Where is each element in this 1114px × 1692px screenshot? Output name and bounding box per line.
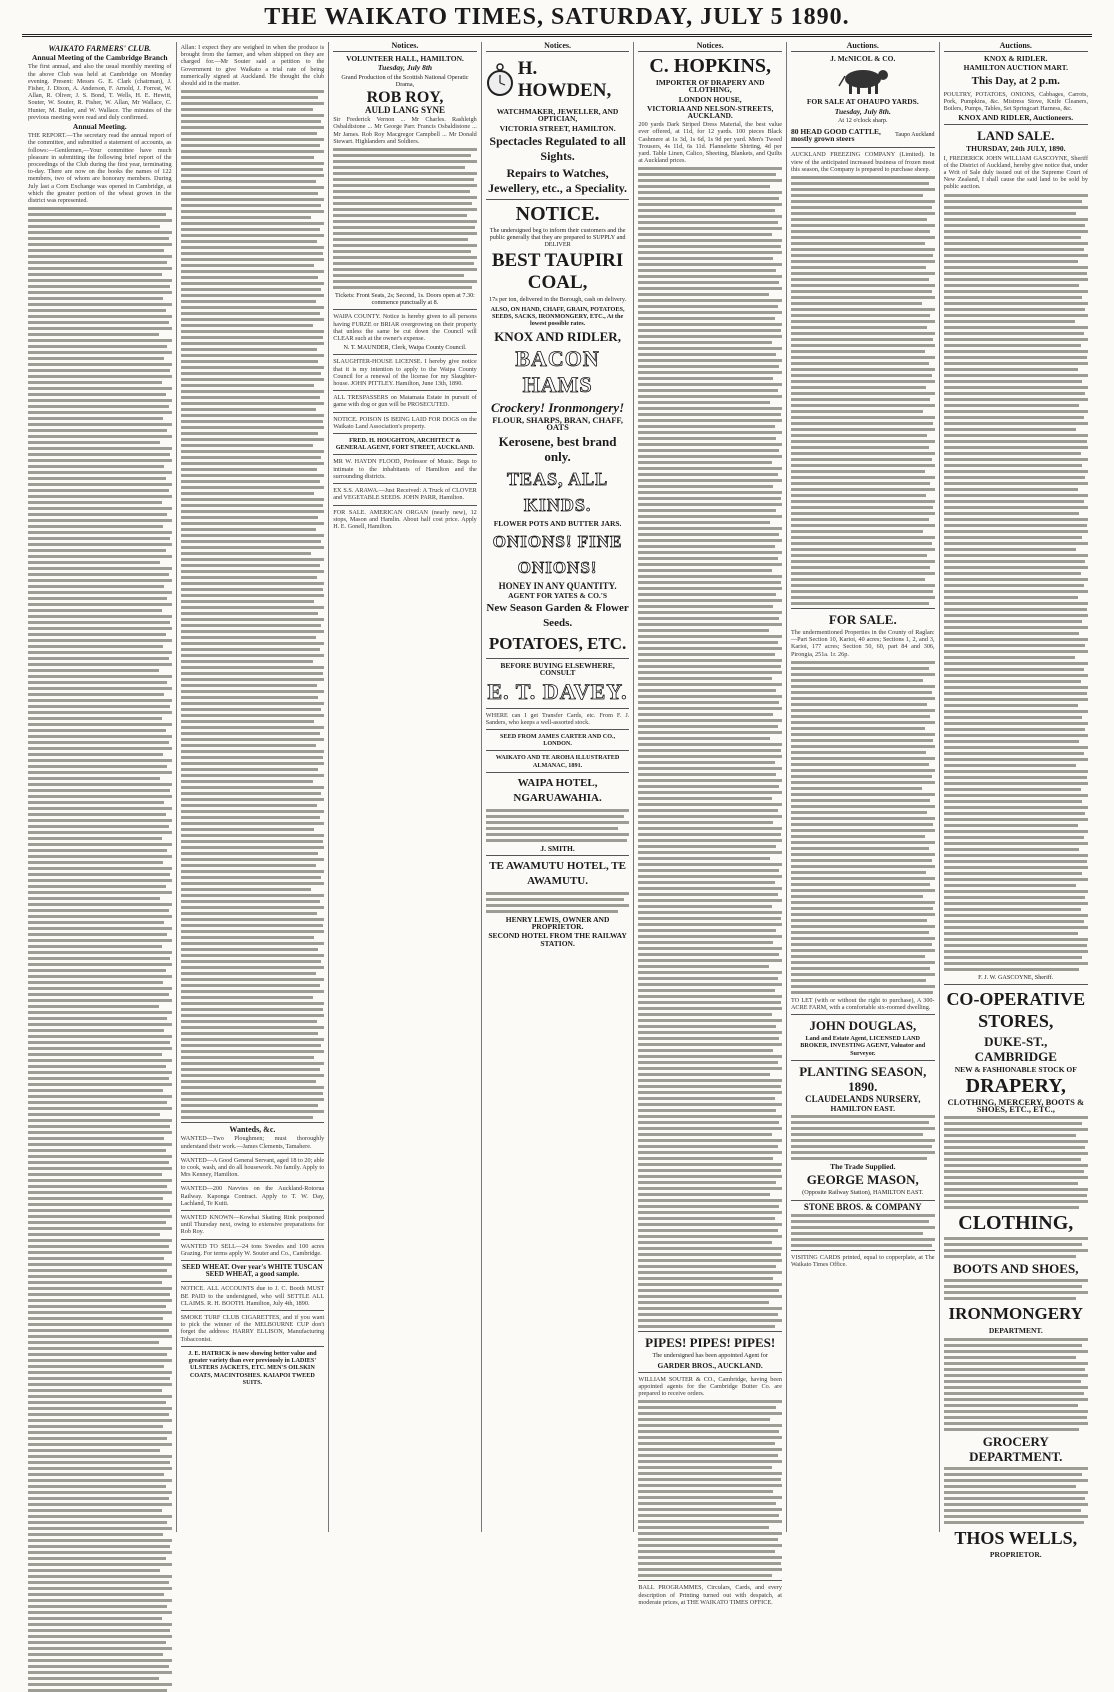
divider bbox=[181, 1122, 325, 1123]
club-discussion-text: Allan: I expect they are weighed in when the produce is brought from the farmer, and when shipped on they are charged for.—Mr Souter said a petition to the Government to give Waikato a trial rate of being numerically signed at Auckland. He thought the club should aid in the matter. bbox=[180, 44, 325, 88]
land-sale-body: I, FREDERICK JOHN WILLIAM GASCOYNE, Sheriff of the District of Auckland, hereby give notice that, under a Writ of Sale duly issued out of the Supreme Court of New Zealand, I shall cause the said land to be sold by public auction. bbox=[943, 154, 1088, 191]
farmers-club-body: The first annual, and also the usual monthly meeting of the above Club was held at Cambridge on Monday evening. Present: Messrs G. E. Clark (chairman), J. Fisher, J. Dixon, A. Anderson, F. Arnold, J. Forrest, W. Allan, R. Oliver, J. S. Bond, T. Wells, H. E. Hewitt, Souter, W. Souter, R. Fisher, W. Allan, Mr Wallace, C. Hunter, M. Butler, and W. Wallace. The minutes of the previous meeting were read and duly confirmed. bbox=[28, 63, 172, 121]
divider bbox=[333, 454, 477, 455]
divider bbox=[333, 505, 477, 506]
classified-ad: WANTED—A Good General Servant, aged 18 to 20; able to cook, wash, and do all housework. No family. Apply to Mrs Kenney, Hamilton. bbox=[180, 1156, 325, 1179]
divider bbox=[944, 124, 1088, 125]
auction-mart: HAMILTON AUCTION MART. bbox=[963, 63, 1068, 73]
farmers-club-section: WAIKATO FARMERS' CLUB. bbox=[48, 44, 152, 53]
sale-date: Tuesday, July 8th. bbox=[834, 106, 891, 116]
visiting-cards: VISITING CARDS printed, equal to copperplate, at The Waikato Times Office. bbox=[790, 1253, 935, 1269]
onions-line: ONIONS! FINE ONIONS! bbox=[492, 531, 623, 577]
ironmongery-heading: IRONMONGERY bbox=[948, 1304, 1084, 1324]
performance-date: Tuesday, July 8th bbox=[377, 63, 433, 73]
divider bbox=[181, 1281, 325, 1282]
flour-line: FLOUR, SHARPS, BRAN, CHAFF, OATS bbox=[492, 415, 623, 433]
drapery-heading: DRAPERY, bbox=[965, 1075, 1066, 1098]
repairs-line: Repairs to Watches, Jewellery, etc., a Speciality. bbox=[488, 165, 628, 195]
column-header: Auctions. bbox=[791, 42, 935, 52]
hotel-location: SECOND HOTEL FROM THE RAILWAY STATION. bbox=[488, 931, 627, 948]
classified-ad: SMOKE TURF CLUB CIGARETTES, and if you want to pick the winner of the MELBOURNE CUP don't forget the address: HARRY ELLISON, Manufacturing Tobacconist. bbox=[180, 1314, 325, 1343]
trade-supplied: The Trade Supplied. bbox=[830, 1162, 896, 1172]
cow-icon bbox=[833, 64, 893, 96]
divider bbox=[791, 1200, 935, 1201]
divider bbox=[333, 354, 477, 355]
before-buying: BEFORE BUYING ELSEWHERE, CONSULT bbox=[500, 661, 615, 678]
annual-meeting-heading: Annual Meeting. bbox=[72, 122, 127, 132]
notice-ad: WHERE can I get Transfer Cards, etc. From F. J. Sanders, who keeps a well-assorted stock. bbox=[485, 711, 630, 726]
hotel-name: TE AWAMUTU HOTEL, TE AWAMUTU. bbox=[489, 860, 626, 888]
column-4 bbox=[482, 42, 635, 1532]
sheriff-signature: F. J. W. GASCOYNE, Sheriff. bbox=[978, 973, 1054, 981]
column-text-filler bbox=[181, 90, 325, 1119]
waipa-signature: N. T. MAUNDER, Clerk, Waipa County Council. bbox=[343, 344, 467, 352]
nursery-location: HAMILTON EAST. bbox=[830, 1104, 895, 1114]
howden-trade: WATCHMAKER, JEWELLER, AND OPTICIAN, bbox=[496, 107, 619, 124]
divider bbox=[181, 1260, 325, 1261]
stone-bros: STONE BROS. & COMPANY bbox=[803, 1201, 922, 1212]
coal-intro: The undersigned beg to inform their customers and the public generally that they are prepared to SUPPLY and DELIVER bbox=[489, 226, 626, 249]
pipes-agent-note: The undersigned has been appointed Agent for bbox=[652, 1352, 768, 1360]
waipa-notice: WAIPA COUNTY. Notice is hereby given to all persons having FURZE or BRIAR overgrowing on their property that unless the same be cut down the Council will CLEAR such at the owner's expense. bbox=[333, 313, 477, 343]
divider bbox=[486, 855, 630, 856]
classified-ad: J. E. HATRICK is now showing better value and greater variety than ever previously in LADIES' ULSTERS JACKETS, ETC. MEN'S OILSKIN COATS, MACINTOSHES. KAIAPOI TWEED SUITS. bbox=[188, 1349, 317, 1386]
columns bbox=[24, 41, 1092, 1606]
divider bbox=[791, 608, 935, 609]
divider bbox=[791, 1014, 935, 1015]
clothing-heading: CLOTHING, bbox=[958, 1212, 1074, 1235]
classified-ad: WANTED KNOWN—Kowhai Skating Rink postponed until Thursday next, owing to extensive preparations for Rob Roy. bbox=[180, 1214, 325, 1236]
column-header: Notices. bbox=[333, 42, 477, 52]
knox-auctioneers: KNOX AND RIDLER, Auctioneers. bbox=[958, 113, 1074, 123]
cooperative-stores: CO-OPERATIVE STORES, bbox=[946, 988, 1086, 1031]
column-2 bbox=[177, 42, 330, 1532]
annual-report: THE REPORT.—The secretary read the annual report of the committee, and submitted a statement of accounts, as follows:—Gentlemen,—Your committee have much pleasure in submitting the following brief report of the proceedings of the Club during the first year, terminating to-day. There are now on the books the names of 122 members, two of whom are honorary members. During July last a Corn Exchange was opened in Cambridge, at which the greater portion of the wheat grown in the district was represented. bbox=[28, 132, 172, 205]
divider bbox=[791, 1250, 935, 1251]
spectacles-line: Spectacles Regulated to all Sights. bbox=[489, 133, 626, 163]
cattle-description: 80 HEAD GOOD CATTLE, mostly grown steers bbox=[790, 127, 881, 144]
column-text-filler bbox=[638, 1400, 782, 1577]
divider bbox=[333, 433, 477, 434]
wanteds-section: Wanteds, &c. bbox=[229, 1125, 276, 1135]
notice-ad: WAIKATO AND TE AROHA ILLUSTRATED ALMANAC, 1891. bbox=[495, 754, 620, 769]
divider bbox=[486, 199, 630, 200]
taupiri-coal: BEST TAUPIRI COAL, bbox=[491, 250, 624, 294]
column-text-filler bbox=[944, 1279, 1088, 1300]
teas-line: TEAS, ALL KINDS. bbox=[507, 468, 609, 515]
divider bbox=[486, 772, 630, 773]
notice-ad: SEED FROM JAMES CARTER AND CO., LONDON. bbox=[500, 733, 616, 748]
planting-season: PLANTING SEASON, 1890. bbox=[799, 1063, 927, 1094]
sale-time: At 12 o'clock sharp. bbox=[837, 116, 888, 124]
cast-list: Sir Frederick Vernon ... Mr Charles. Rashleigh Osbaldistone ... Mr George Parr. Francis Osbaldistone ... Mr James. Rob Roy Macgregor Campbell ... Mr Donald Stewart. Highlanders and Soldiers. bbox=[333, 116, 477, 145]
clothing-mercery: CLOTHING, MERCERY, BOOTS & SHOES, ETC., ETC., bbox=[947, 1097, 1085, 1115]
classified-ad: WANTED TO SELL—24 tons Swedes and 100 acres Grazing. For terms apply W. Souter and Co., Cambridge. bbox=[180, 1242, 325, 1257]
bacon-hams: BACON HAMS bbox=[515, 346, 600, 398]
souter-notice: WILLIAM SOUTER & CO., Cambridge, having been appointed agents for the Cambridge Butter Co. are prepared to receive orders. bbox=[638, 1375, 782, 1398]
potatoes-line: POTATOES, ETC. bbox=[488, 634, 627, 654]
cattle-lot bbox=[791, 126, 935, 144]
column-1 bbox=[24, 42, 177, 1532]
column-text-filler bbox=[944, 1338, 1088, 1431]
divider bbox=[333, 412, 477, 413]
divider bbox=[944, 984, 1088, 985]
divider bbox=[638, 1580, 782, 1581]
divider bbox=[638, 1331, 782, 1332]
howden-ad bbox=[486, 56, 630, 104]
auction-day: This Day, at 2 p.m. bbox=[971, 74, 1060, 87]
grocery-department: GROCERY DEPARTMENT. bbox=[969, 1433, 1063, 1464]
hopkins-house: LONDON HOUSE, bbox=[678, 94, 742, 104]
howden-street: VICTORIA STREET, HAMILTON. bbox=[499, 123, 616, 133]
proprietor-label: PROPRIETOR. bbox=[989, 1549, 1042, 1559]
performance-description: Grand Production of the Scottish National Operatic Drama, bbox=[341, 73, 469, 88]
notice-ad: EX S.S. ARAWA.—Just Received: A Truck of CLOVER and VEGETABLE SEEDS. JOHN PARR, Hamilton. bbox=[333, 487, 477, 502]
notice-heading: NOTICE. bbox=[515, 202, 600, 225]
column-text-filler bbox=[944, 1116, 1088, 1209]
classified-ad: SEED WHEAT. Over year's WHITE TUSCAN SEED WHEAT, a good sample. bbox=[182, 1263, 323, 1279]
column-3 bbox=[329, 42, 482, 1532]
divider bbox=[791, 1060, 935, 1061]
column-text-filler bbox=[791, 1115, 935, 1160]
divider bbox=[486, 750, 630, 751]
douglas-role: Land and Estate Agent, LICENSED LAND BROKER, INVESTING AGENT, Valuator and Surveyor. bbox=[800, 1035, 926, 1057]
auction-produce: POULTRY, POTATOES, ONIONS, Cabbages, Carrots, Pork, Pumpkins, &c. Mistress Stove, Knife Cleaners, Boilers, Pumps, Tables, Set Springcart Harness, &c. bbox=[943, 90, 1088, 113]
divider bbox=[181, 1346, 325, 1347]
column-header: Auctions. bbox=[944, 42, 1088, 52]
column-text-filler bbox=[944, 1237, 1088, 1258]
classified-ad: WANTED—200 Navvies on the Auckland-Rotorua Railway. Kaponga Contract. Apply to T. W. Day, Lachland, Te Kuiti. bbox=[180, 1185, 325, 1207]
song-title: AULD LANG SYNE bbox=[364, 105, 445, 116]
pipes-heading: PIPES! PIPES! PIPES! bbox=[645, 1335, 776, 1351]
classified-ad: NOTICE. ALL ACCOUNTS due to J. C. Booth MUST BE PAID to the undersigned, who will SETTLE ALL CLAIMS. R. H. BOOTH. Hamilton, July 4th, 1890. bbox=[180, 1285, 325, 1307]
divider bbox=[333, 309, 477, 310]
davey-name: E. T. DAVEY. bbox=[487, 678, 628, 704]
hotel-name: WAIPA HOTEL, NGARUAWAHIA. bbox=[513, 776, 602, 804]
column-text-filler bbox=[791, 1214, 935, 1247]
ohaupo-sale: FOR SALE AT OHAUPO YARDS. bbox=[806, 97, 919, 107]
column-header: Notices. bbox=[486, 42, 630, 52]
column-text-filler bbox=[791, 176, 935, 605]
notice-ad: FOR SALE. AMERICAN ORGAN (nearly new), 12 stops, Mason and Hamlin. About half cost price. Apply H. E. Gonell, Hamilton. bbox=[333, 508, 477, 530]
kerosene-line: Kerosene, best brand only. bbox=[498, 433, 617, 464]
also-on-hand: ALSO, ON HAND, CHAFF, GRAIN, POTATOES, SEEDS, SACKS, IRONMONGERY, ETC., At the lowest possible rates. bbox=[490, 305, 625, 328]
duke-street: DUKE-ST., CAMBRIDGE bbox=[974, 1033, 1057, 1064]
column-5 bbox=[634, 41, 787, 1606]
column-text-filler bbox=[486, 809, 630, 842]
land-sale-date: THURSDAY, 24th JULY, 1890. bbox=[966, 144, 1066, 154]
land-sale-heading: LAND SALE. bbox=[977, 128, 1055, 144]
hotel-keeper: J. SMITH. bbox=[540, 843, 575, 853]
divider bbox=[181, 1181, 325, 1182]
farmers-club-heading: Annual Meeting of the Cambridge Branch bbox=[31, 53, 168, 63]
column-text-filler bbox=[791, 661, 935, 994]
department-label: DEPARTMENT. bbox=[988, 1326, 1043, 1336]
gardner-bros: GARDER BROS., AUCKLAND. bbox=[657, 1360, 763, 1370]
new-stock: NEW & FASHIONABLE STOCK OF bbox=[954, 1064, 1077, 1074]
play-title: ROB ROY, bbox=[366, 89, 444, 107]
masthead bbox=[22, 0, 1092, 37]
divider bbox=[181, 1153, 325, 1154]
tickets-info: Tickets: Front Seats, 2s; Second, 1s. Doors open at 7.30: commence punctually at 8. bbox=[335, 292, 475, 307]
yates-agent: AGENT FOR YATES & CO.'S bbox=[508, 591, 608, 601]
column-text-filler bbox=[944, 1467, 1088, 1524]
hopkins-name: C. HOPKINS, bbox=[649, 55, 772, 78]
masthead-title: THE WAIKATO TIMES, SATURDAY, JULY 5 1890. bbox=[264, 3, 850, 30]
boots-shoes-heading: BOOTS AND SHOES, bbox=[953, 1261, 1079, 1277]
ball-programmes: BALL PROGRAMMES, Circulars, Cards, and every description of Printing turned out with despatch, at moderate prices, at THE WAIKATO TIMES OFFICE. bbox=[638, 1584, 782, 1606]
mcnicol-firm: J. McNICOL & CO. bbox=[830, 54, 896, 64]
knox-ridler-heading: KNOX AND RIDLER, bbox=[494, 329, 621, 345]
for-sale-heading: FOR SALE. bbox=[828, 612, 897, 628]
thos-wells: THOS WELLS, bbox=[954, 1527, 1078, 1548]
crockery-line: Crockery! Ironmongery! bbox=[490, 400, 625, 416]
column-text-filler bbox=[486, 892, 630, 913]
seeds-line: New Season Garden & Flower Seeds. bbox=[486, 602, 629, 630]
claudelands-nursery: CLAUDELANDS NURSERY, bbox=[805, 1093, 921, 1104]
for-sale-body: The undermentioned Properties in the County of Raglan:—Part Section 10, Karioi, 40 acres; Sections 1, 2, and 3, Karioi, 177 acres; Section 50, 60, part 84 and 306, Pirongia, 251a. 1r. 26p. bbox=[790, 629, 935, 658]
notice-ad: FRED. H. HOUGHTON, ARCHITECT & GENERAL AGENT, FORT STREET, AUCKLAND. bbox=[335, 437, 475, 452]
honey-line: HONEY IN ANY QUANTITY. bbox=[498, 580, 617, 591]
column-7 bbox=[940, 41, 1092, 1559]
mason-address: (Opposite Railway Station), HAMILTON EAST. bbox=[802, 1189, 924, 1197]
classified-ad: WANTED—Two Ploughmen; must thoroughly understand their work.—James Clements, Tamahere. bbox=[180, 1135, 325, 1150]
notice-ad: MR W. HAYDN FLOOD, Professor of Music. Begs to intimate to the inhabitants of Hamilton and the surrounding districts. bbox=[333, 458, 477, 480]
column-text-filler bbox=[944, 194, 1088, 971]
divider bbox=[333, 483, 477, 484]
hopkins-address: VICTORIA AND NELSON-STREETS, AUCKLAND. bbox=[646, 103, 774, 121]
divider bbox=[181, 1239, 325, 1240]
column-text-filler bbox=[28, 207, 172, 1692]
pocket-watch-icon bbox=[486, 63, 514, 97]
column-text-filler bbox=[333, 148, 477, 289]
notice-ad: ALL TRESPASSERS on Matamata Estate in pursuit of game with dog or gun will be PROSECUTED. bbox=[333, 394, 477, 409]
volunteer-hall: VOLUNTEER HALL, HAMILTON. bbox=[346, 54, 464, 64]
divider bbox=[638, 1372, 782, 1373]
divider bbox=[486, 658, 630, 659]
column-text-filler bbox=[638, 167, 782, 1328]
divider bbox=[486, 708, 630, 709]
notice-ad: SLAUGHTER-HOUSE LICENSE. I hereby give notice that it is my intention to apply to the Waipa County Council for a renewal of the license for my Slaughter-house. JOHN PITTLEY. Hamilton, June 13th, 1890. bbox=[333, 358, 477, 388]
knox-ridler-firm: KNOX & RIDLER. bbox=[984, 54, 1048, 64]
coal-price: 17s per ton, delivered in the Borough, cash on delivery. bbox=[489, 296, 627, 304]
divider bbox=[486, 729, 630, 730]
hopkins-stock-list: 200 yards Dark Striped Dress Material, the best value ever offered, at 11d, for 12 yards. 100 pieces Black Cashmere at 1s 3d, 1s 6d, 1s 9d per yard. Men's Tweed Trousers, 4s 11d, 6s 11d. Flannelette Shirting, 4d per yard. Table Linen, Calico, Sheeting, Blankets, and Quilts at Auckland prices. bbox=[638, 121, 782, 165]
column-6 bbox=[787, 42, 940, 1532]
to-let-notice: TO LET (with or without the right to purchase), A 300-ACRE FARM, with a comfortable six-roomed dwelling. bbox=[790, 996, 935, 1012]
divider bbox=[791, 147, 935, 148]
column-header: Notices. bbox=[638, 42, 782, 52]
flower-pots-line: FLOWER POTS AND BUTTER JARS. bbox=[493, 518, 622, 528]
notice-ad: NOTICE. POISON IS BEING LAID FOR DOGS on the Waikato Land Association's property. bbox=[333, 415, 477, 430]
george-mason: GEORGE MASON, bbox=[806, 1172, 919, 1188]
divider bbox=[333, 390, 477, 391]
cattle-location: Taupo Auckland bbox=[895, 131, 935, 138]
freezing-company-notice: AUCKLAND FREEZING COMPANY (Limited). In view of the anticipated increased business of frozen meat this season, the Company is prepared to purchase sheep. bbox=[790, 151, 935, 173]
divider bbox=[181, 1310, 325, 1311]
divider bbox=[181, 1210, 325, 1211]
howden-name: H. HOWDEN, bbox=[517, 58, 612, 102]
hopkins-importer: IMPORTER OF DRAPERY AND CLOTHING, bbox=[655, 78, 765, 95]
douglas-name: JOHN DOUGLAS, bbox=[809, 1018, 917, 1034]
hotel-keeper: HENRY LEWIS, OWNER AND PROPRIETOR. bbox=[505, 915, 610, 932]
